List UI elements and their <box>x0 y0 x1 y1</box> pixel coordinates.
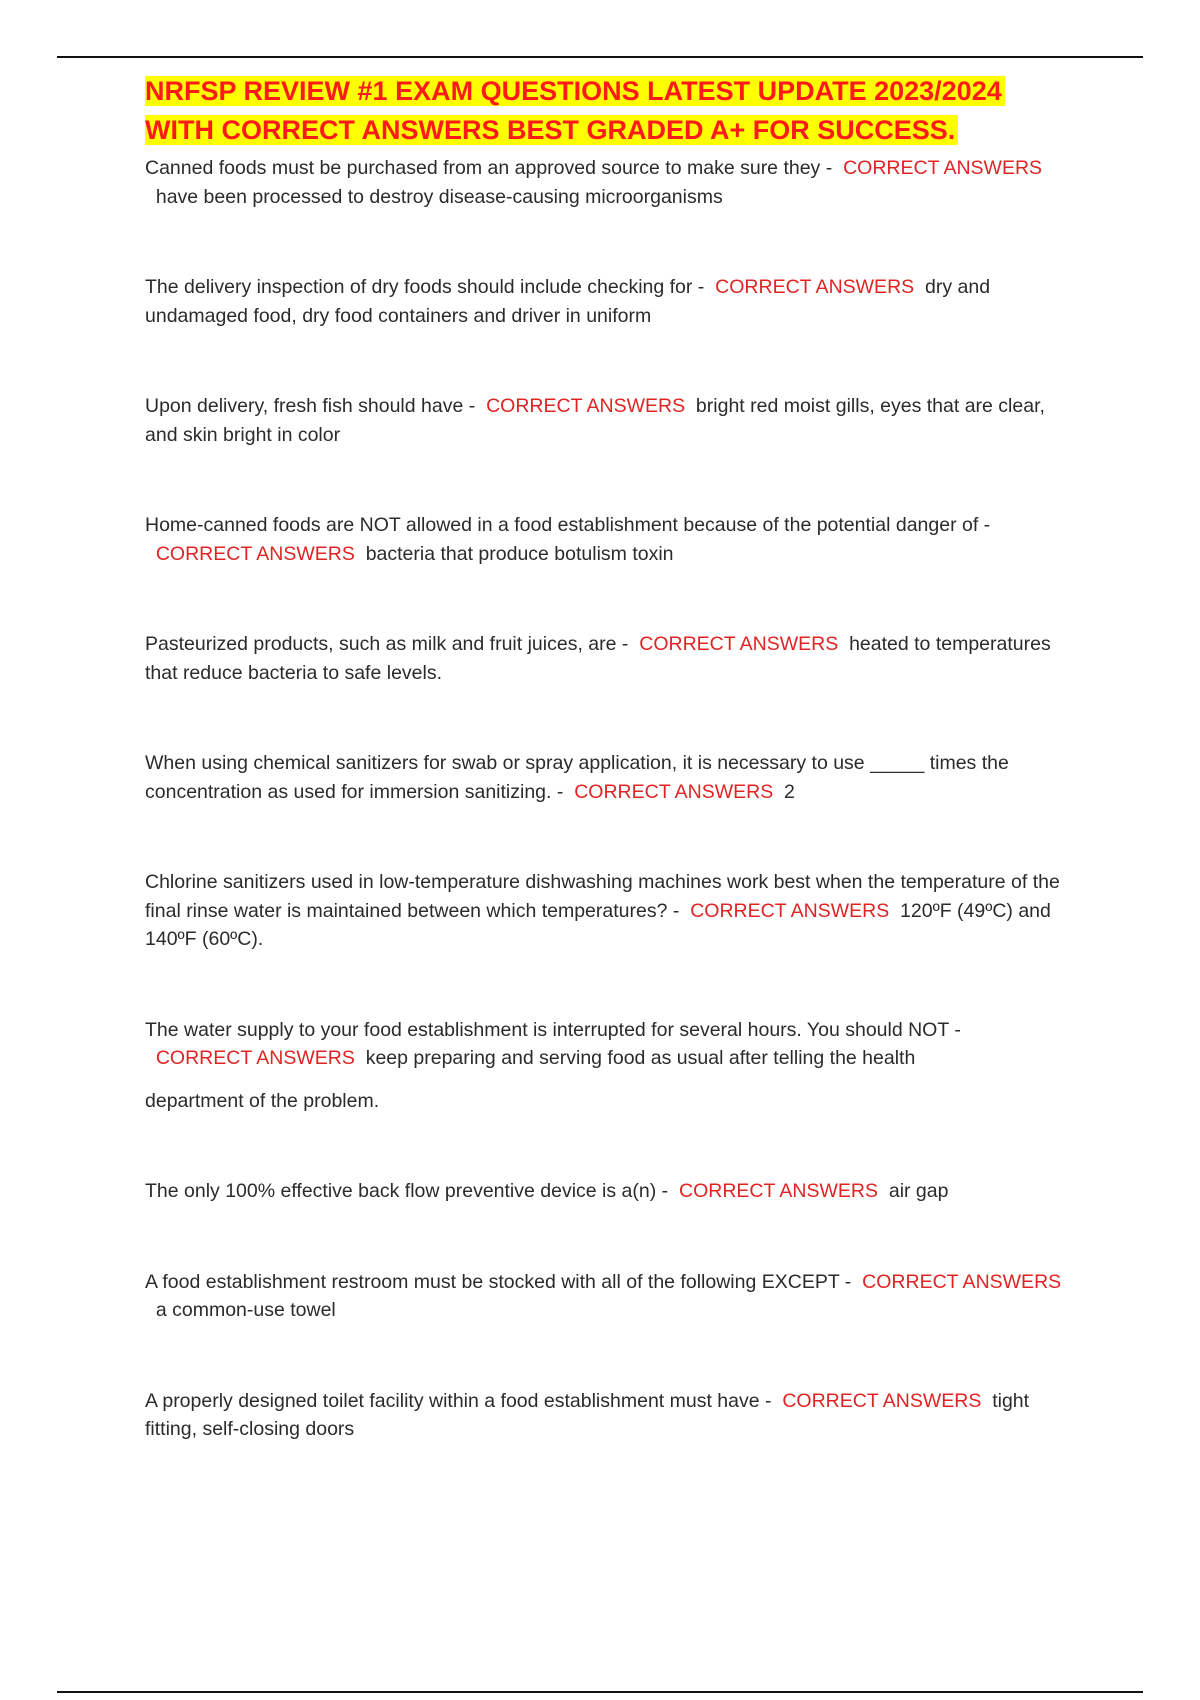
answer-text: have been processed to destroy disease-causing microorganisms <box>155 185 723 208</box>
answer-text: a common-use towel <box>155 1299 336 1321</box>
correct-answers-label: CORRECT ANSWERS <box>862 1270 1062 1293</box>
correct-answers-label: CORRECT ANSWERS <box>155 542 355 565</box>
correct-answers-label: CORRECT ANSWERS <box>690 899 890 922</box>
question-text: The water supply to your food establishment is interrupted for several hours. You should NOT - <box>145 1018 961 1041</box>
correct-answers-label: CORRECT ANSWERS <box>782 1389 982 1412</box>
qa-item <box>145 868 1065 954</box>
correct-answers-label: CORRECT ANSWERS <box>679 1180 878 1202</box>
question-text: Upon delivery, fresh fish should have - <box>145 395 476 417</box>
answer-continuation: department of the problem. <box>145 1089 380 1112</box>
correct-answers-label: CORRECT ANSWERS <box>574 780 774 803</box>
answer-text: air gap <box>888 1180 949 1202</box>
correct-answers-label: CORRECT ANSWERS <box>843 157 1043 179</box>
top-rule <box>57 56 1143 58</box>
bottom-rule <box>57 1691 1143 1693</box>
qa-item <box>145 392 1065 449</box>
question-text: Pasteurized products, such as milk and fruit juices, are - <box>145 633 629 655</box>
question-text: Canned foods must be purchased from an approved source to make sure they - <box>145 157 833 179</box>
answer-text: keep preparing and serving food as usual after telling the health <box>365 1047 916 1069</box>
qa-item <box>145 749 1065 806</box>
correct-answers-label: CORRECT ANSWERS <box>155 1047 355 1069</box>
qa-item <box>145 511 1065 568</box>
answer-text: dry and undamaged food, dry food containers and driver in uniform <box>145 276 991 327</box>
answer-text: heated to temperatures that reduce bacteria to safe levels. <box>145 633 1051 684</box>
title-line-1: NRFSP REVIEW #1 EXAM QUESTIONS LATEST UPDATE 2023/2024 <box>145 76 1005 106</box>
qa-list <box>145 154 1065 1444</box>
qa-item <box>145 1177 1065 1206</box>
question-text: When using chemical sanitizers for swab or spray application, it is necessary to use _____ times the concentration as used for immersion sanitizing. - <box>145 752 1009 803</box>
qa-item <box>145 273 1065 330</box>
answer-text: bright red moist gills, eyes that are clear, and skin bright in color <box>145 395 1045 446</box>
qa-item <box>145 154 1065 211</box>
correct-answers-label: CORRECT ANSWERS <box>639 633 839 655</box>
qa-item <box>145 1387 1065 1444</box>
answer-text: 120ºF (49ºC) and 140ºF (60ºC). <box>145 899 1051 950</box>
correct-answers-label: CORRECT ANSWERS <box>486 395 686 417</box>
question-text: Home-canned foods are NOT allowed in a food establishment because of the potential danger of - <box>145 514 991 536</box>
title-line-2: WITH CORRECT ANSWERS BEST GRADED A+ FOR SUCCESS. <box>145 115 958 145</box>
qa-item <box>145 1268 1065 1325</box>
question-text: The only 100% effective back flow preventive device is a(n) - <box>145 1180 669 1202</box>
document-title <box>145 72 1065 150</box>
question-text: Chlorine sanitizers used in low-temperature dishwashing machines work best when the temperature of the final rinse water is maintained between which temperatures? - <box>145 871 1060 922</box>
question-text: The delivery inspection of dry foods should include checking for - <box>145 276 705 298</box>
question-text: A properly designed toilet facility within a food establishment must have - <box>145 1389 772 1412</box>
answer-text: tight fitting, self-closing doors <box>145 1389 1030 1440</box>
qa-item <box>145 630 1065 687</box>
question-text: A food establishment restroom must be stocked with all of the following EXCEPT - <box>145 1270 852 1293</box>
answer-text: 2 <box>784 780 795 803</box>
correct-answers-label: CORRECT ANSWERS <box>715 276 915 298</box>
document-body <box>145 72 1065 1444</box>
answer-text: bacteria that produce botulism toxin <box>365 542 674 565</box>
qa-item <box>145 1016 1065 1073</box>
